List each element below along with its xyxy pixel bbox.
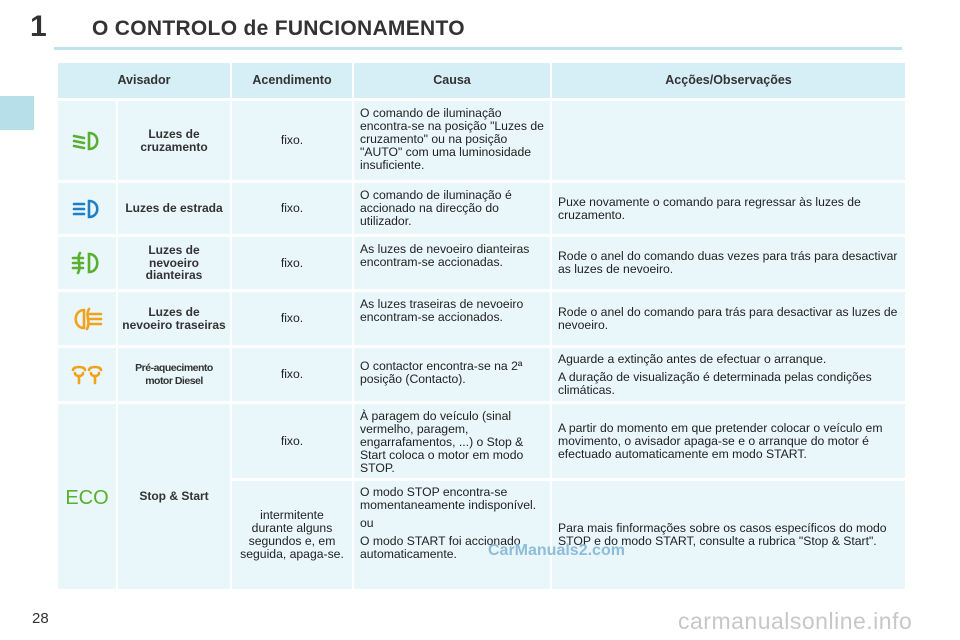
header-rule <box>54 47 902 50</box>
lighting-mode: intermitente durante alguns segundos e, em seguida, apaga-se. <box>232 481 352 589</box>
front-fog-lamp-icon <box>58 237 116 289</box>
eco-icon <box>58 404 116 589</box>
action-text: A partir do momento em que pretender colocar o veículo em movimento, o avisador apaga-se e o arranque do motor é efectuado automaticamente em modo START. <box>552 404 905 478</box>
action-cell <box>552 348 905 401</box>
lighting-mode: fixo. <box>232 237 352 289</box>
lighting-mode: fixo. <box>232 183 352 234</box>
header-causa: Causa <box>354 63 550 98</box>
warning-lamps-table <box>58 63 903 588</box>
action-text: Para mais finformações sobre os casos específicos do modo STOP e do modo START, consulte a rubrica "Stop & Start". <box>552 481 905 589</box>
rear-fog-lamp-icon <box>58 292 116 345</box>
lamp-name: Luzes de cruzamento <box>118 101 230 180</box>
lamp-name: Luzes de estrada <box>118 183 230 234</box>
high-beam-headlamp-icon <box>58 183 116 234</box>
cause-text: O modo START foi accionado automaticamente. <box>360 534 521 561</box>
chapter-side-tab <box>0 96 34 130</box>
action-text: Rode o anel do comando duas vezes para trás para desactivar as luzes de nevoeiro. <box>552 237 905 289</box>
eco-icon-text: ECO <box>65 486 109 508</box>
action-text: A duração de visualização é determinada pelas condições climáticas. <box>558 369 872 397</box>
header-acendimento: Acendimento <box>232 63 352 98</box>
glow-plug-icon <box>58 348 116 401</box>
lighting-mode: fixo. <box>232 404 352 478</box>
page-title: O CONTROLO de FUNCIONAMENTO <box>92 17 465 40</box>
chapter-number: 1 <box>30 10 47 43</box>
cause-text: As luzes de nevoeiro dianteiras encontram-se accionadas. <box>354 237 550 289</box>
header-accoes: Acções/Observações <box>552 63 905 98</box>
cause-text: À paragem do veículo (sinal vermelho, paragem, engarrafamentos, ...) o Stop & Start coloca o motor em modo STOP. <box>354 404 550 478</box>
cause-text: O comando de iluminação é accionado na direcção do utilizador. <box>354 183 550 234</box>
action-text <box>552 101 905 180</box>
action-text: Puxe novamente o comando para regressar às luzes de cruzamento. <box>552 183 905 234</box>
header-avisador: Avisador <box>58 63 230 98</box>
cause-cell <box>354 481 550 589</box>
footer-site: carmanualsonline.info <box>678 608 913 634</box>
lamp-name: Stop & Start <box>118 404 230 589</box>
cause-text: O modo STOP encontra-se momentaneamente indisponível. <box>360 485 537 512</box>
cause-text: As luzes traseiras de nevoeiro encontram-se accionados. <box>354 292 550 345</box>
lighting-mode: fixo. <box>232 348 352 401</box>
cause-text: O contactor encontra-se na 2ª posição (Contacto). <box>354 348 550 401</box>
action-text: Rode o anel do comando para trás para desactivar as luzes de nevoeiro. <box>552 292 905 345</box>
action-text: Aguarde a extinção antes de efectuar o arranque. <box>558 351 827 366</box>
cause-text: O comando de iluminação encontra-se na posição "Luzes de cruzamento" ou na posição "AUTO" com uma luminosidade insuficiente. <box>354 101 550 180</box>
lamp-name: Luzes de nevoeiro traseiras <box>118 292 230 345</box>
watermark: CarManuals2.com <box>488 542 625 559</box>
lamp-name: Luzes de nevoeiro dianteiras <box>118 237 230 289</box>
low-beam-headlamp-icon <box>58 101 116 180</box>
page-number: 28 <box>32 610 49 627</box>
lamp-name: Pré-aquecimento motor Diesel <box>118 348 230 401</box>
lighting-mode: fixo. <box>232 101 352 180</box>
lighting-mode: fixo. <box>232 292 352 345</box>
cause-text: ou <box>360 516 374 530</box>
